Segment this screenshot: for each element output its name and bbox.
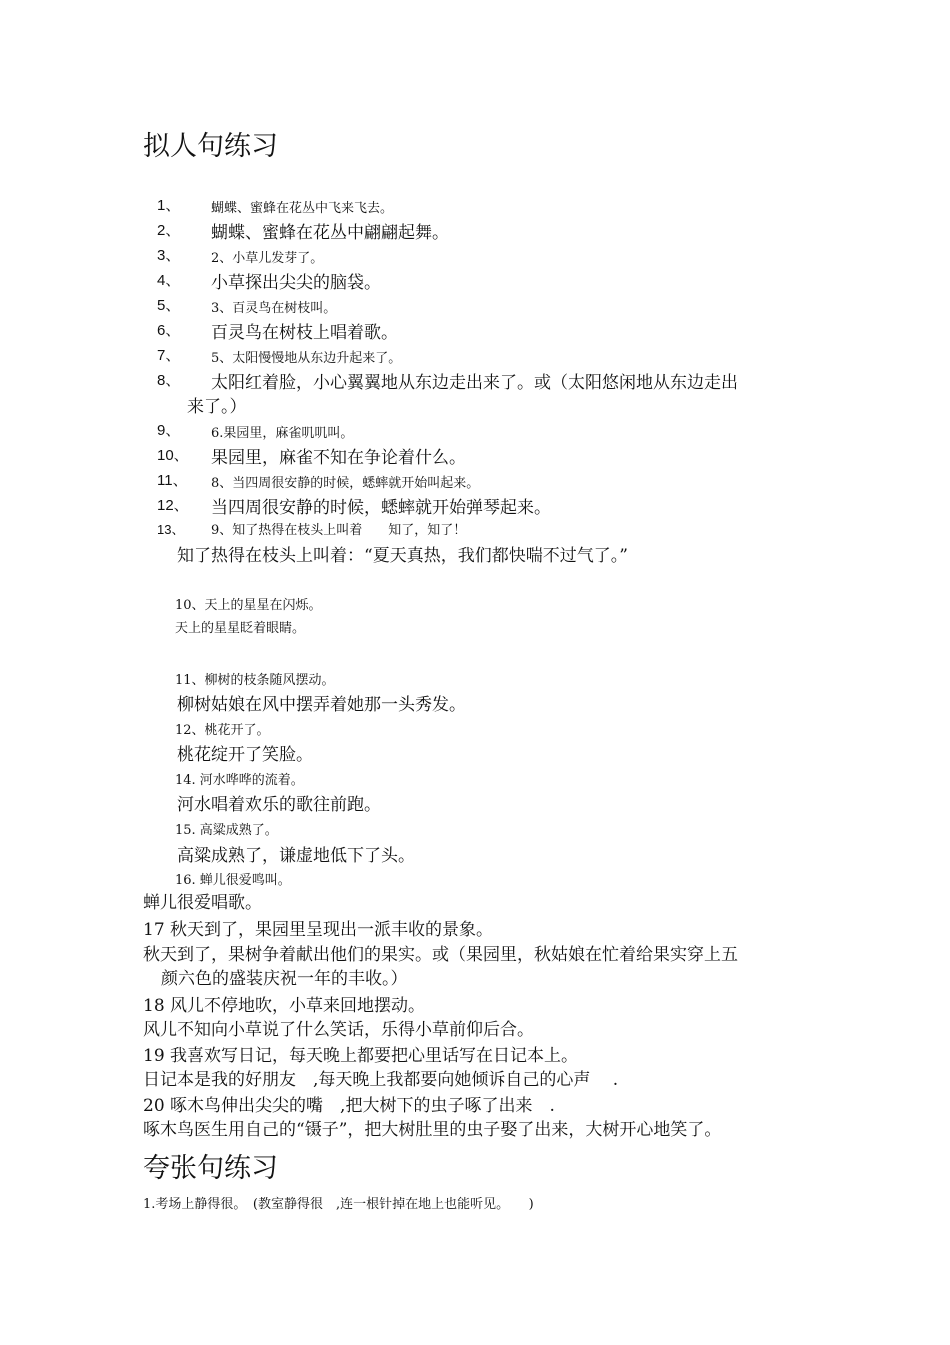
- sentence-19b: 日记本是我的好朋友 ,每天晚上我都要向她倾诉自己的心声 .: [143, 1070, 619, 1090]
- list-number: 11、: [157, 472, 188, 489]
- sentence-17b: 秋天到了，果树争着献出他们的果实。或（果园里，秋姑娘在忙着给果实穿上五: [143, 945, 738, 965]
- sentence-12b: 桃花绽开了笑脸。: [177, 745, 313, 765]
- heading-personification: 拟人句练习: [143, 131, 278, 162]
- sentence-16a: 16. 蝉儿很爱鸣叫。: [175, 873, 291, 888]
- sentence-20a: 20 啄木鸟伸出尖尖的嘴 ,把大树下的虫子啄了出来 .: [143, 1096, 555, 1116]
- sentence-11b: 柳树姑娘在风中摆弄着她那一头秀发。: [177, 695, 466, 715]
- list-item-text: 太阳红着脸，小心翼翼地从东边走出来了。或（太阳悠闲地从东边走出: [211, 373, 738, 393]
- sentence-18b: 风儿不知向小草说了什么笑话，乐得小草前仰后合。: [143, 1020, 534, 1040]
- list-item-text-continued: 来了。）: [187, 397, 247, 417]
- sentence-17a: 17 秋天到了，果园里呈现出一派丰收的景象。: [143, 920, 494, 940]
- sentence-10a: 10、天上的星星在闪烁。: [175, 598, 322, 613]
- sentence-14a: 14. 河水哗哗的流着。: [175, 773, 304, 788]
- list-number: 7、: [157, 347, 181, 364]
- list-number: 12、: [157, 497, 189, 514]
- sentence-15a: 15. 高粱成熟了。: [175, 823, 278, 838]
- list-number: 3、: [157, 247, 181, 264]
- list-number: 10、: [157, 447, 189, 464]
- sentence-10b: 天上的星星眨着眼睛。: [175, 621, 306, 636]
- list-item-text: 蝴蝶、蜜蜂在花丛中翩翩起舞。: [211, 223, 449, 243]
- list-item-text: 3、百灵鸟在树枝叫。: [211, 301, 337, 316]
- list-item-text: 果园里，麻雀不知在争论着什么。: [211, 448, 466, 468]
- sentence-17c: 颜六色的盛装庆祝一年的丰收。）: [161, 969, 408, 989]
- list-number: 9、: [157, 422, 181, 439]
- list-number: 8、: [157, 372, 181, 389]
- hyperbole-sentence-1: 1.考场上静得很。 (教室静得很 ,连一根针掉在地上也能听见。 ): [143, 1197, 534, 1212]
- sentence-18a: 18 风儿不停地吹，小草来回地摆动。: [143, 996, 426, 1016]
- list-item-text: 当四周很安静的时候，蟋蟀就开始弹琴起来。: [211, 498, 551, 518]
- sentence-14b: 河水唱着欢乐的歌往前跑。: [177, 795, 381, 815]
- list-item-text: 5、太阳慢慢地从东边升起来了。: [211, 351, 402, 366]
- list-number: 5、: [157, 297, 181, 314]
- list-number: 2、: [157, 222, 181, 239]
- list-number: 6、: [157, 322, 181, 339]
- list-item-text: 小草探出尖尖的脑袋。: [211, 273, 381, 293]
- list-number: 4、: [157, 272, 181, 289]
- list-number: 1、: [157, 197, 181, 214]
- list-item-text: 2、小草儿发芽了。: [211, 251, 324, 266]
- list-item-text: 8、当四周很安静的时候，蟋蟀就开始叫起来。: [211, 476, 480, 491]
- sentence-12a: 12、桃花开了。: [175, 723, 270, 738]
- list-item-text: 9、知了热得在枝头上叫着 知了，知了！: [211, 523, 467, 538]
- sentence-19a: 19 我喜欢写日记，每天晚上都要把心里话写在日记本上。: [143, 1046, 579, 1066]
- heading-hyperbole: 夸张句练习: [143, 1153, 278, 1184]
- list-item-text: 蝴蝶、蜜蜂在花丛中飞来飞去。: [211, 201, 394, 216]
- list-item-text: 6.果园里，麻雀叽叽叫。: [211, 426, 354, 441]
- list-item-text: 百灵鸟在树枝上唱着歌。: [211, 323, 398, 343]
- sentence-11a: 11、柳树的枝条随风摆动。: [175, 673, 335, 688]
- list-number: 13、: [157, 522, 185, 537]
- sentence-13b: 知了热得在枝头上叫着：“夏天真热，我们都快喘不过气了。”: [177, 546, 628, 566]
- sentence-16b: 蝉儿很爱唱歌。: [143, 893, 262, 913]
- sentence-15b: 高粱成熟了，谦虚地低下了头。: [177, 846, 415, 866]
- sentence-20b: 啄木鸟医生用自己的“镊子”，把大树肚里的虫子娶了出来，大树开心地笑了。: [143, 1120, 722, 1140]
